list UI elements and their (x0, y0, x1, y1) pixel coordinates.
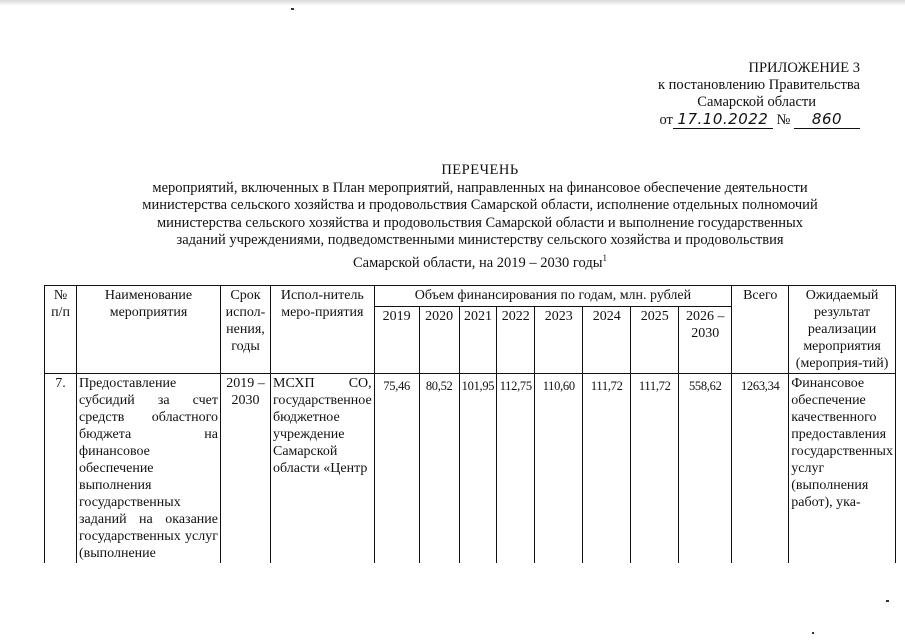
header-name: Наименование мероприятия (77, 286, 221, 374)
header-year: 2023 (535, 307, 583, 374)
row-total: 1263,34 (732, 374, 789, 564)
funding-table (44, 285, 896, 563)
header-term: Срок испол-нения, годы (221, 286, 271, 374)
heading-line: министерства сельского хозяйства и продовольствия Самарской области, исполнение отдельных полномочий (142, 197, 818, 213)
date-value: 17.10.2022 (673, 111, 773, 129)
header-num: № п/п (45, 286, 77, 374)
header-executor: Испол-нитель меро-приятия (271, 286, 375, 374)
appendix-line-1: к постановлению Правительства (658, 77, 860, 93)
row-name: Предоставление субсидий за счет средств областного бюджета на финансовое обеспечение выполнения государственных заданий на оказание государственных услуг (выполнение (77, 374, 221, 564)
header-year: 2022 (497, 307, 535, 374)
number-value: 860 (794, 111, 860, 129)
date-prefix: от (659, 112, 673, 128)
appendix-title: ПРИЛОЖЕНИЕ 3 (748, 60, 860, 76)
row-value-2025: 111,72 (631, 374, 679, 564)
row-value-2024: 111,72 (583, 374, 631, 564)
row-value-2023: 110,60 (535, 374, 583, 564)
appendix-block (630, 60, 860, 129)
header-funding: Объем финансирования по годам, млн. рублей (374, 286, 732, 307)
scan-speck (812, 632, 814, 634)
heading-title: ПЕРЕЧЕНЬ (441, 162, 519, 178)
header-year: 2020 (419, 307, 459, 374)
header-total: Всего (732, 286, 789, 374)
row-executor: МСХП СО, государственное бюджетное учреждение Самарской области «Центр (271, 374, 375, 564)
document-heading (120, 162, 840, 272)
header-year: 2024 (583, 307, 631, 374)
table-row (45, 374, 896, 564)
row-term: 2019 – 2030 (221, 374, 271, 564)
scan-speck (291, 8, 294, 10)
row-value-2021: 101,95 (459, 374, 497, 564)
scan-edge (0, 0, 905, 6)
heading-line (120, 250, 840, 272)
header-year: 2019 (374, 307, 419, 374)
header-year: 2026 – 2030 (679, 307, 732, 374)
row-value-2020: 80,52 (419, 374, 459, 564)
heading-line: заданий учреждениями, подведомственными министерству сельского хозяйства и продовольствия (176, 232, 784, 248)
header-year: 2021 (459, 307, 497, 374)
heading-line: мероприятий, включенных в План мероприятий, направленных на финансовое обеспечение деятельности (152, 179, 808, 196)
row-value-2022: 112,75 (497, 374, 535, 564)
heading-line: министерства сельского хозяйства и продовольствия Самарской области и выполнение государственных (156, 214, 803, 231)
table-header-row (45, 286, 896, 307)
footnote-mark: 1 (602, 252, 607, 263)
row-value-2019: 75,46 (374, 374, 419, 564)
header-year: 2025 (631, 307, 679, 374)
row-result: Финансовое обеспечение качественного предоставления государственных услуг (выполнения работ), ука- (789, 374, 896, 564)
heading-line-text: Самарской области, на 2019 – 2030 годы (353, 254, 603, 271)
appendix-date-line (630, 111, 860, 129)
number-prefix: № (776, 112, 791, 128)
scan-speck (886, 600, 889, 602)
header-result: Ожидаемый результат реализации мероприятия (мероприя-тий) (789, 286, 896, 374)
row-value-2026-2030: 558,62 (679, 374, 732, 564)
appendix-line-2: Самарской области (697, 94, 816, 110)
row-num: 7. (45, 374, 77, 564)
